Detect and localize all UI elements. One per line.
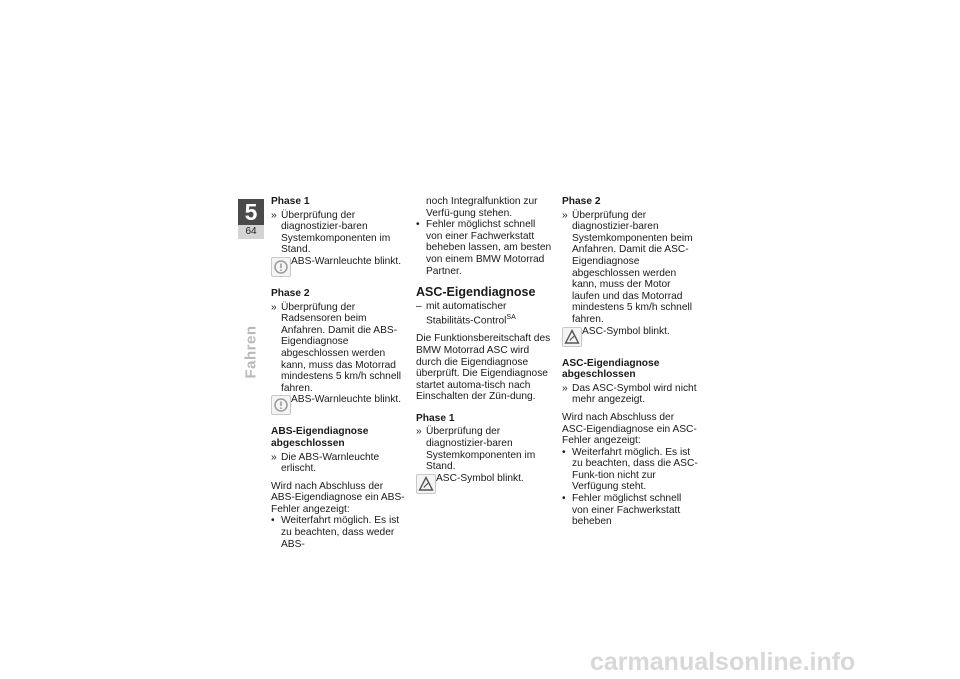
page-number: 64 [238, 225, 264, 239]
asc-error-paragraph: Wird nach Abschluss der ASC-Eigendiagnose ein ASC-Fehler angezeigt: [562, 411, 697, 447]
abs-dot-item-1 [271, 515, 409, 550]
bullet-text: Überprüfung der Radsensoren beim Anfahren. Damit die ABS-Eigendiagnose abgeschlossen werden kann, muss das Motorrad mindestens 5 km/h schnell fahren. [281, 301, 402, 394]
bullet-text: noch Integralfunktion zur Verfü-gung stehen. [426, 196, 538, 219]
abs-phase2-icon-text: ABS-Warnleuchte blinkt. [291, 394, 402, 406]
column-3 [562, 196, 700, 528]
abs-done-title: ABS-Eigendiagnose abgeschlossen [271, 426, 369, 449]
arrow-marker: » [271, 301, 277, 313]
dash-marker: – [416, 300, 422, 312]
abs-phase1-icon-text: ABS-Warnleuchte blinkt. [291, 255, 402, 267]
arrow-marker: » [416, 426, 422, 438]
side-label [239, 322, 263, 382]
abs-dot-item-2 [416, 219, 554, 277]
dot-marker: • [562, 446, 566, 458]
arrow-marker: » [271, 451, 277, 463]
column-2 [416, 196, 554, 495]
abs-phase1-bullet [271, 210, 409, 256]
bullet-text: Weiterfahrt möglich. Es ist zu beachten, dass weder ABS- [281, 515, 400, 550]
abs-warning-icon [271, 395, 291, 415]
column-1 [271, 196, 409, 550]
abs-warning-icon [271, 257, 291, 277]
abs-done-bullet [271, 452, 409, 475]
bullet-text: Die ABS-Warnleuchte erlischt. [281, 451, 380, 475]
asc-done-title: ASC-Eigendiagnose abgeschlossen [562, 357, 660, 381]
asc-phase1-icon-text: ASC-Symbol blinkt. [436, 472, 524, 484]
bullet-text: Überprüfung der diagnostizier-baren Systemkomponenten beim Anfahren. Damit die ASC-Eigendiagnose abgeschlossen werden kann, muss der Motor laufen und das Motorrad mindestens 5 km/h schnell fahren. [572, 209, 693, 325]
asc-phase2-icon-text: ASC-Symbol blinkt. [582, 325, 670, 337]
bullet-text: Überprüfung der diagnostizier-baren Systemkomponenten im Stand. [281, 209, 391, 256]
arrow-marker: » [562, 209, 568, 221]
special-equipment-sup: SA [506, 314, 516, 322]
asc-warning-icon [416, 474, 436, 494]
abs-phase2-title: Phase 2 [271, 287, 310, 299]
abs-dot-item-1-continued [416, 196, 554, 219]
asc-dot-item-2 [562, 493, 700, 528]
bullet-text: mit automatischer Stabilitäts-Control [426, 300, 507, 327]
side-label-text: Fahren [242, 325, 260, 379]
dot-marker: • [271, 515, 275, 527]
asc-section-title: ASC-Eigendiagnose [416, 285, 536, 300]
abs-phase1-icon-row [271, 256, 409, 278]
arrow-marker: » [562, 382, 568, 394]
bullet-text: Das ASC-Symbol wird nicht mehr angezeigt. [572, 382, 697, 406]
abs-phase1-title: Phase 1 [271, 196, 310, 207]
asc-phase1-title: Phase 1 [416, 412, 455, 424]
asc-phase2-bullet [562, 210, 700, 326]
asc-phase2-title: Phase 2 [562, 196, 601, 207]
chapter-tab [238, 199, 264, 239]
abs-phase2-bullet [271, 302, 409, 395]
bullet-text: Fehler möglichst schnell von einer Fachwerkstatt beheben lassen, am besten von einem BMW Motorrad Partner. [426, 219, 552, 277]
asc-intro-paragraph: Die Funktionsbereitschaft des BMW Motorrad ASC wird durch die Eigendiagnose überprüft. Die Eigendiagnose startet automa-tisch nach Einschalten der Zün-dung. [416, 333, 551, 403]
bullet-text: Fehler möglichst schnell von einer Fachwerkstatt beheben [572, 493, 682, 528]
asc-done-bullet [562, 383, 700, 406]
bullet-text: Überprüfung der diagnostizier-baren Systemkomponenten im Stand. [426, 426, 536, 473]
dot-marker: • [562, 493, 566, 505]
watermark: carmanualsonline.info [590, 648, 856, 676]
asc-dash-item [416, 301, 554, 328]
abs-error-paragraph: Wird nach Abschluss der ABS-Eigendiagnose ein ABS-Fehler angezeigt: [271, 480, 405, 515]
abs-phase2-icon-row [271, 394, 409, 416]
asc-phase1-icon-row [416, 473, 554, 495]
asc-phase1-bullet [416, 426, 554, 472]
asc-warning-icon [562, 327, 582, 347]
asc-dot-item-1 [562, 447, 700, 493]
asc-phase2-icon-row [562, 326, 700, 348]
chapter-number: 5 [244, 199, 258, 225]
bullet-text: Weiterfahrt möglich. Es ist zu beachten, dass die ASC-Funk-tion nicht zur Verfügung steht. [572, 446, 698, 493]
arrow-marker: » [271, 209, 277, 221]
dot-marker: • [416, 219, 420, 231]
